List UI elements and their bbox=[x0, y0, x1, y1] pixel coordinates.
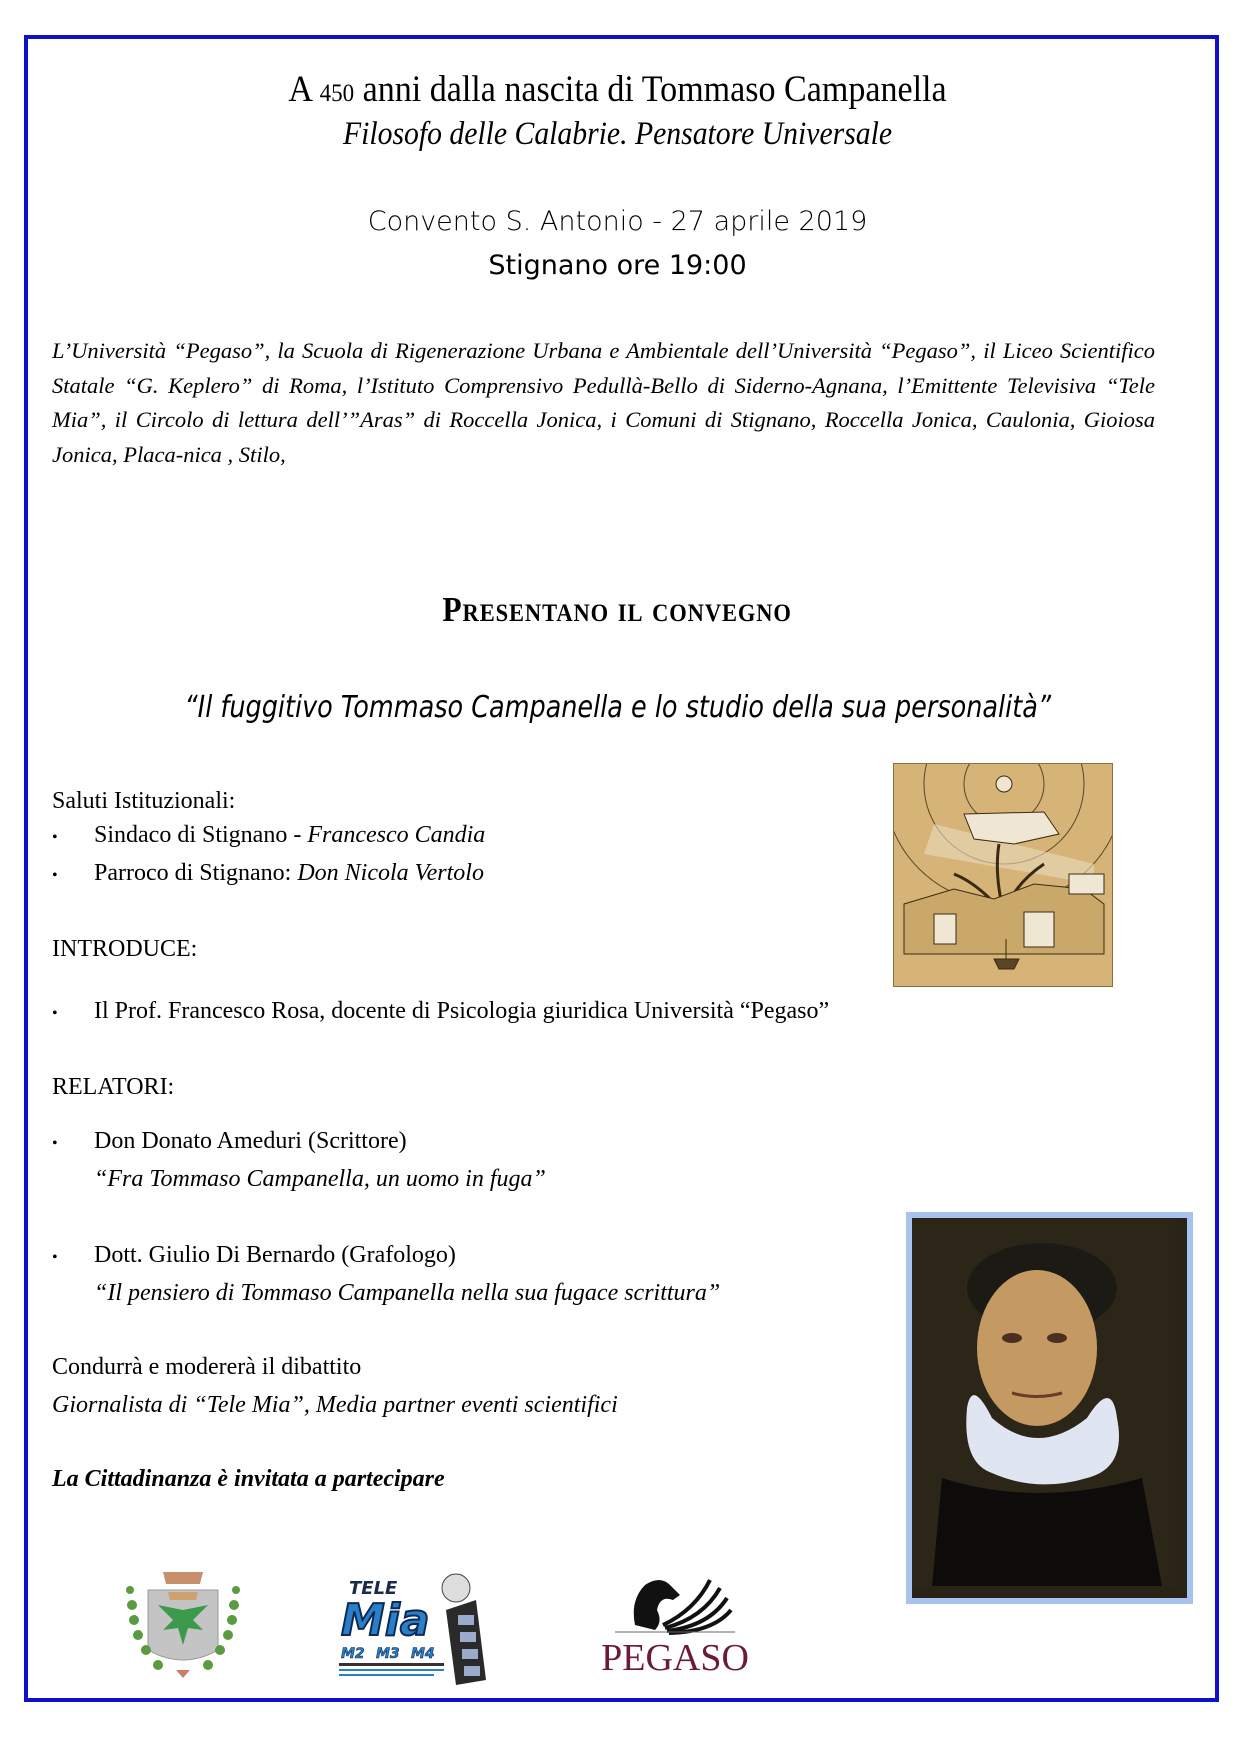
saluti-label: Saluti Istituzionali: bbox=[52, 788, 236, 814]
bullet-icon: • bbox=[52, 829, 58, 846]
moderator-detail: Giornalista di “Tele Mia”, Media partner eventi scientifici bbox=[52, 1392, 618, 1418]
event-subtitle: Filosofo delle Calabrie. Pensatore Universale bbox=[342, 116, 893, 152]
bullet-icon: • bbox=[52, 1005, 58, 1022]
presentano-heading bbox=[0, 590, 1235, 630]
introduce-label: INTRODUCE: bbox=[52, 936, 198, 962]
tele-channel-text: M2 bbox=[341, 1646, 365, 1662]
campanella-sketch-image bbox=[893, 763, 1113, 987]
pegaso-logo bbox=[585, 1570, 765, 1680]
organizers-paragraph: L’Università “Pegaso”, la Scuola di Rigenerazione Urbana e Ambientale dell’Università “Pegaso”, il Liceo Scientifico Statale “G. Keplero” di Roma, l’Istituto Comprensivo Pedullà-Bello di Siderno-Agnana, l’Emittente Televisiva “Tele Mia”, il Circolo di lettura dell’”Aras” di Roccella Jonica, i Comuni di Stignano, Roccella Jonica, Caulonia, Gioiosa Jonica, Placa-nica , Stilo, bbox=[52, 338, 1155, 467]
tele-channel-text: M4 bbox=[411, 1646, 435, 1662]
speaker-talk: “Il pensiero di Tommaso Campanella nella sua fugace scrittura” bbox=[94, 1280, 721, 1306]
bullet-icon: • bbox=[52, 1249, 58, 1266]
pegaso-text: PEGASO bbox=[601, 1637, 749, 1679]
saluti-role: Sindaco di Stignano - bbox=[94, 822, 308, 848]
tele-mia-logo-icon bbox=[331, 1570, 491, 1685]
saluti-name: Francesco Candia bbox=[307, 822, 486, 848]
saluti-item bbox=[52, 860, 484, 887]
stignano-crest-logo bbox=[118, 1570, 248, 1680]
coat-of-arms-icon bbox=[118, 1570, 248, 1680]
campanella-portrait-image bbox=[906, 1212, 1193, 1604]
relatore-item bbox=[52, 1242, 456, 1269]
tele-main-text: Mia bbox=[341, 1595, 430, 1646]
pegaso-logo-icon bbox=[585, 1570, 765, 1680]
speaker-name: Don Donato Ameduri (Scrittore) bbox=[94, 1128, 407, 1154]
title-prefix: A bbox=[288, 69, 312, 110]
presentano-text: Presentano il convegno bbox=[442, 590, 793, 629]
event-venue: Convento S. Antonio - 27 aprile 2019 bbox=[367, 206, 868, 237]
introduce-item bbox=[52, 998, 829, 1025]
invitation-text: La Cittadinanza è invitata a partecipare bbox=[52, 1466, 445, 1492]
introducer-text: Il Prof. Francesco Rosa, docente di Psicologia giuridica Università “Pegaso” bbox=[94, 998, 830, 1024]
tele-top-text: TELE bbox=[349, 1578, 398, 1599]
moderator-line: Condurrà e modererà il dibattito bbox=[52, 1354, 362, 1380]
relatori-label: RELATORI: bbox=[52, 1074, 175, 1100]
bullet-icon: • bbox=[52, 867, 58, 884]
tele-mia-logo bbox=[331, 1570, 491, 1685]
conference-title bbox=[0, 690, 1235, 725]
portrait-illustration-icon bbox=[912, 1218, 1175, 1586]
title-rest: anni dalla nascita di Tommaso Campanella bbox=[362, 69, 947, 110]
saluti-name: Don Nicola Vertolo bbox=[297, 860, 484, 886]
saluti-role: Parroco di Stignano: bbox=[94, 860, 298, 886]
bullet-icon: • bbox=[52, 1135, 58, 1152]
title-number: 450 bbox=[319, 80, 355, 107]
sketch-illustration-icon bbox=[894, 764, 1112, 986]
saluti-item bbox=[52, 822, 485, 849]
tele-channel-text: M3 bbox=[376, 1646, 400, 1662]
event-title bbox=[49, 68, 1185, 111]
relatore-item bbox=[52, 1128, 407, 1155]
event-time: Stignano ore 19:00 bbox=[488, 250, 747, 281]
speaker-name: Dott. Giulio Di Bernardo (Grafologo) bbox=[94, 1242, 456, 1268]
conference-title-text: “Il fuggitivo Tommaso Campanella e lo studio della sua personalità” bbox=[184, 690, 1051, 725]
speaker-talk: “Fra Tommaso Campanella, un uomo in fuga” bbox=[94, 1166, 546, 1192]
